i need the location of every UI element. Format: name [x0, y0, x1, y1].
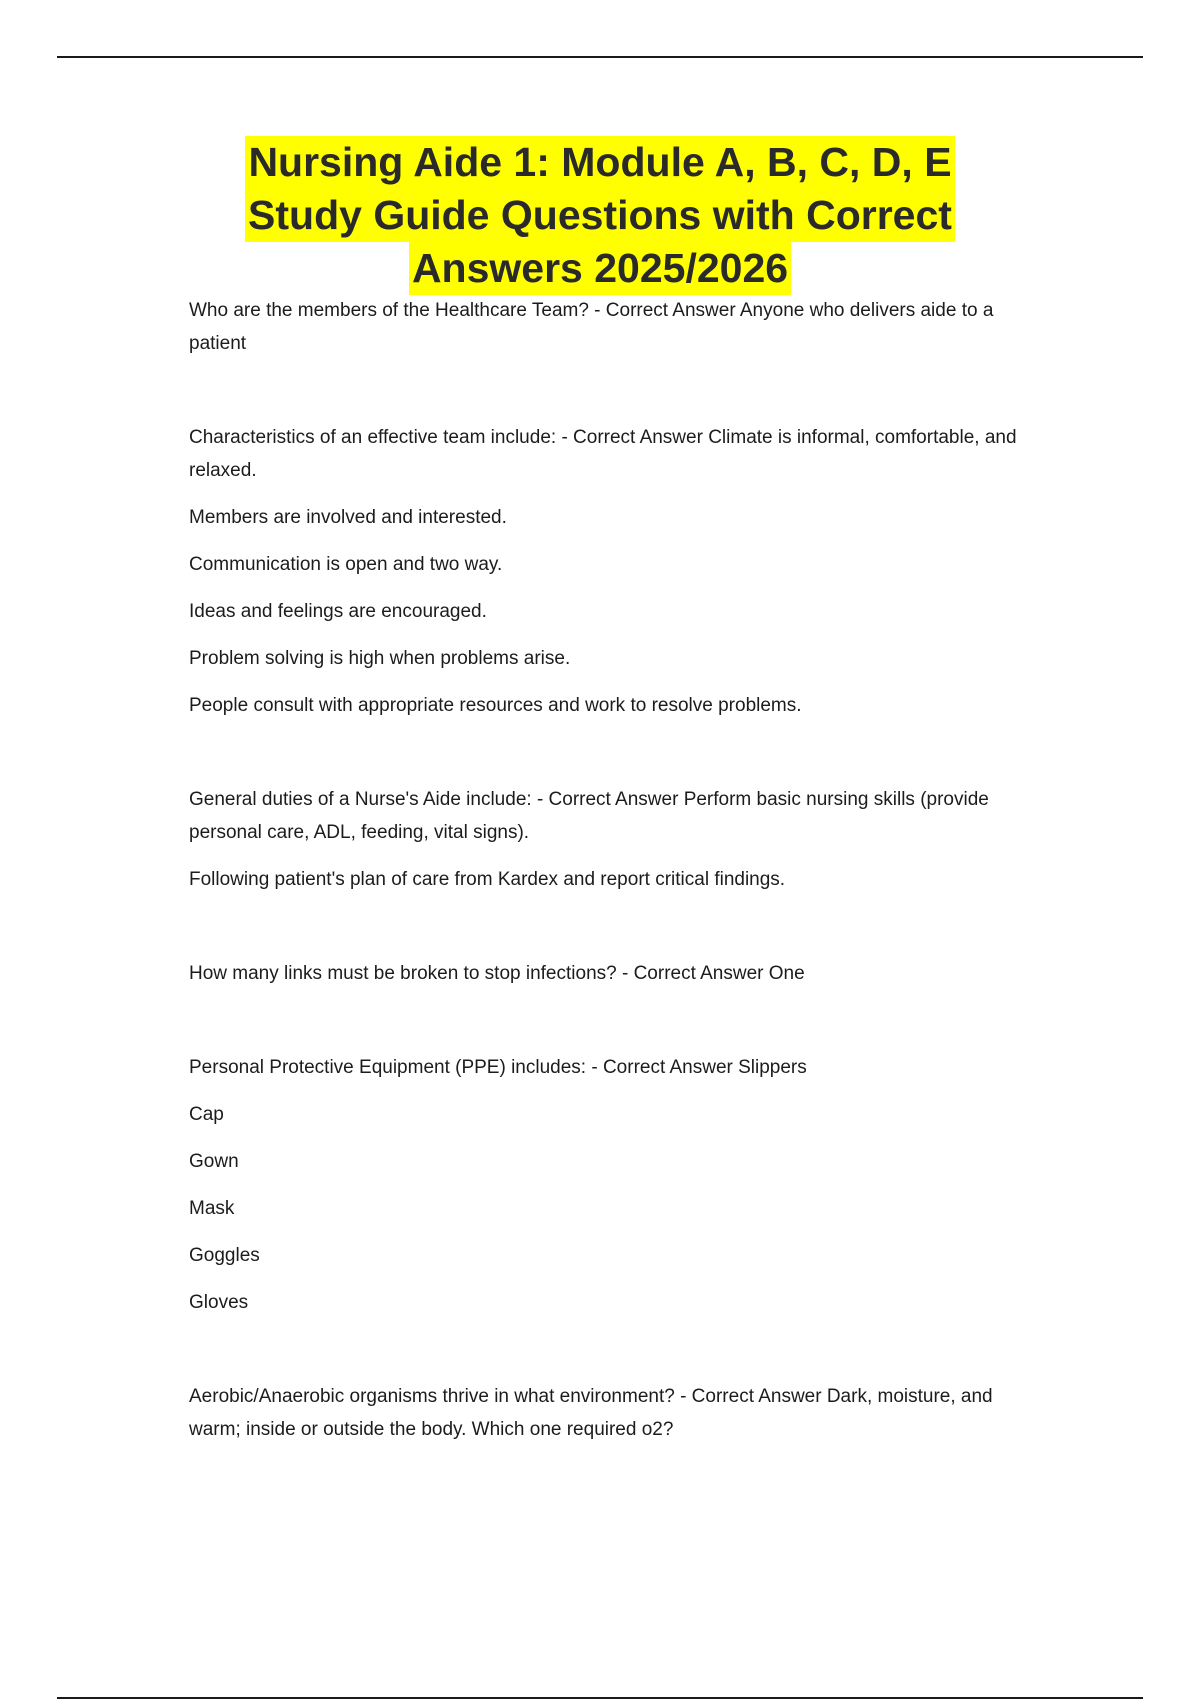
answer-line: Problem solving is high when problems arise.: [189, 648, 571, 669]
answer-line: Gloves: [189, 1292, 249, 1313]
answer-line: Members are involved and interested.: [189, 507, 507, 528]
top-rule: [57, 56, 1143, 58]
answer-line: Communication is open and two way.: [189, 554, 503, 575]
answer-line: Goggles: [189, 1245, 260, 1266]
question-block-4: [189, 957, 1044, 990]
question-text: General duties of a Nurse's Aide include: - Correct Answer Perform basic nursing skills (provide personal care, ADL, feeding, vital signs).: [189, 789, 989, 843]
question-block-2: [189, 421, 1044, 722]
bottom-rule: [57, 1697, 1143, 1699]
question-block-5: [189, 1051, 1044, 1319]
answer-line: Ideas and feelings are encouraged.: [189, 601, 487, 622]
title-line-1: Nursing Aide 1: Module A, B, C, D, E: [245, 136, 954, 189]
question-text: How many links must be broken to stop infections? - Correct Answer One: [189, 963, 805, 984]
document-title: [150, 136, 1050, 295]
answer-line: Mask: [189, 1198, 235, 1219]
answer-line: Gown: [189, 1151, 239, 1172]
question-block-6: [189, 1380, 1044, 1446]
title-line-3: Answers 2025/2026: [409, 242, 791, 295]
answer-line: Cap: [189, 1104, 224, 1125]
question-block-1: [189, 294, 1044, 360]
block-spacer: [189, 910, 1044, 957]
question-text: Aerobic/Anaerobic organisms thrive in what environment? - Correct Answer Dark, moisture, and warm; inside or outside the body. Which one required o2?: [189, 1386, 993, 1440]
block-spacer: [189, 1004, 1044, 1051]
block-spacer: [189, 374, 1044, 421]
answer-line: People consult with appropriate resources and work to resolve problems.: [189, 695, 802, 716]
title-line-2: Study Guide Questions with Correct: [245, 189, 955, 242]
block-spacer: [189, 1333, 1044, 1380]
question-text: Personal Protective Equipment (PPE) includes: - Correct Answer Slippers: [189, 1057, 807, 1078]
question-text: Who are the members of the Healthcare Team? - Correct Answer Anyone who delivers aide to a patient: [189, 300, 994, 354]
block-spacer: [189, 736, 1044, 783]
answer-line: Following patient's plan of care from Kardex and report critical findings.: [189, 869, 786, 890]
question-block-3: [189, 783, 1044, 896]
question-list: [189, 294, 1044, 1460]
question-text: Characteristics of an effective team include: - Correct Answer Climate is informal, comfortable, and relaxed.: [189, 427, 1017, 481]
